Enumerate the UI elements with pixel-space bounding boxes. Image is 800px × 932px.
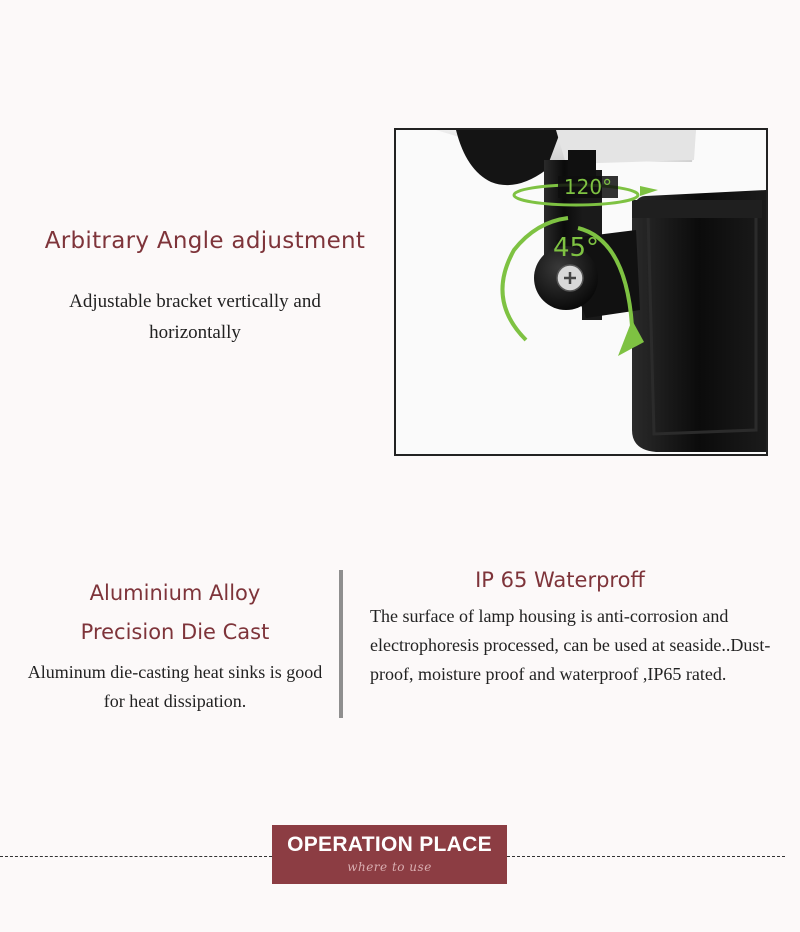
banner-subtitle: where to use <box>347 860 432 874</box>
section-divider <box>339 570 343 718</box>
operation-place-banner <box>272 825 507 884</box>
bracket-illustration <box>396 130 766 454</box>
dashed-line-left <box>0 856 272 857</box>
waterproof-title: IP 65 Waterproff <box>475 568 645 592</box>
angle-adjustment-description: Adjustable bracket vertically and horizontally <box>69 291 321 343</box>
dashed-line-right <box>507 856 785 857</box>
bracket-product-photo <box>394 128 768 456</box>
waterproof-description: The surface of lamp housing is anti-corrosion and electrophoresis processed, can be used at seaside..Dust-proof, moisture proof and waterproof ,IP65 rated. <box>370 606 771 684</box>
alloy-title-line2: Precision Die Cast <box>80 620 270 644</box>
angle-adjustment-title: Arbitrary Angle adjustment <box>44 228 366 254</box>
vertical-angle-label: 45° <box>552 233 600 263</box>
aluminium-alloy-description: Aluminum die-casting heat sinks is good for heat dissipation. <box>27 662 323 711</box>
banner-title: OPERATION PLACE <box>287 833 492 856</box>
alloy-title-line1: Aluminium Alloy <box>89 581 261 605</box>
aluminium-alloy-title <box>20 574 330 652</box>
horizontal-angle-label: 120° <box>563 175 613 199</box>
